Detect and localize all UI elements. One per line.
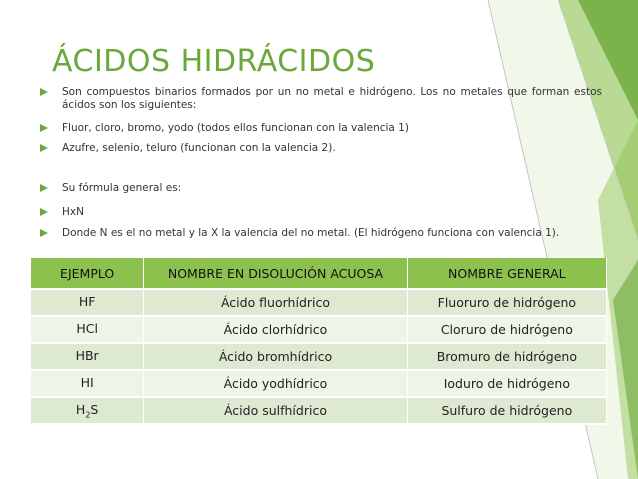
formula-cell: HI: [31, 370, 144, 397]
slide-title: ÁCIDOS HIDRÁCIDOS: [52, 44, 376, 79]
column-header-nombre-acuosa: NOMBRE EN DISOLUCIÓN ACUOSA: [144, 258, 407, 289]
column-header-ejemplo: EJEMPLO: [31, 258, 144, 289]
general-cell: Cloruro de hidrógeno: [407, 316, 606, 343]
table-row: [31, 343, 607, 370]
general-cell: Sulfuro de hidrógeno: [407, 397, 606, 424]
bullet-arrow-icon: [40, 144, 48, 152]
general-cell: Bromuro de hidrógeno: [407, 343, 606, 370]
formula-cell: HF: [31, 289, 144, 316]
acuosa-cell: Ácido sulfhídrico: [144, 397, 407, 424]
general-cell: Fluoruro de hidrógeno: [407, 289, 606, 316]
acuosa-cell: Ácido bromhídrico: [144, 343, 407, 370]
bullet-text: HxN: [62, 206, 84, 218]
table-row: [31, 370, 607, 397]
acuosa-cell: Ácido yodhídrico: [144, 370, 407, 397]
table-row: [31, 316, 607, 343]
bullet-text: Son compuestos binarios formados por un no metal e hidrógeno. Los no metales que forman estos ácidos son los siguientes:: [62, 86, 602, 111]
formula-cell: $H_2S$: [31, 397, 144, 424]
formula-cell: HCl: [31, 316, 144, 343]
bullet-arrow-icon: [40, 88, 48, 96]
general-cell: Ioduro de hidrógeno: [407, 370, 606, 397]
bullet-text: Su fórmula general es:: [62, 182, 182, 194]
bullet-text: Azufre, selenio, teluro (funcionan con la valencia 2).: [62, 142, 336, 154]
formula-cell: HBr: [31, 343, 144, 370]
acuosa-cell: Ácido clorhídrico: [144, 316, 407, 343]
acids-table: [31, 258, 607, 425]
acuosa-cell: Ácido fluorhídrico: [144, 289, 407, 316]
table-row: [31, 397, 607, 424]
bullet-arrow-icon: [40, 229, 48, 237]
column-header-nombre-general: NOMBRE GENERAL: [407, 258, 606, 289]
table-header-row: [31, 258, 607, 289]
bullet-text: Donde N es el no metal y la X la valencia del no metal. (El hidrógeno funciona con valencia 1).: [62, 227, 560, 239]
bullet-arrow-icon: [40, 124, 48, 132]
bullet-text: Fluor, cloro, bromo, yodo (todos ellos funcionan con la valencia 1): [62, 122, 409, 134]
bullet-arrow-icon: [40, 184, 48, 192]
table-row: [31, 289, 607, 316]
bullet-arrow-icon: [40, 208, 48, 216]
